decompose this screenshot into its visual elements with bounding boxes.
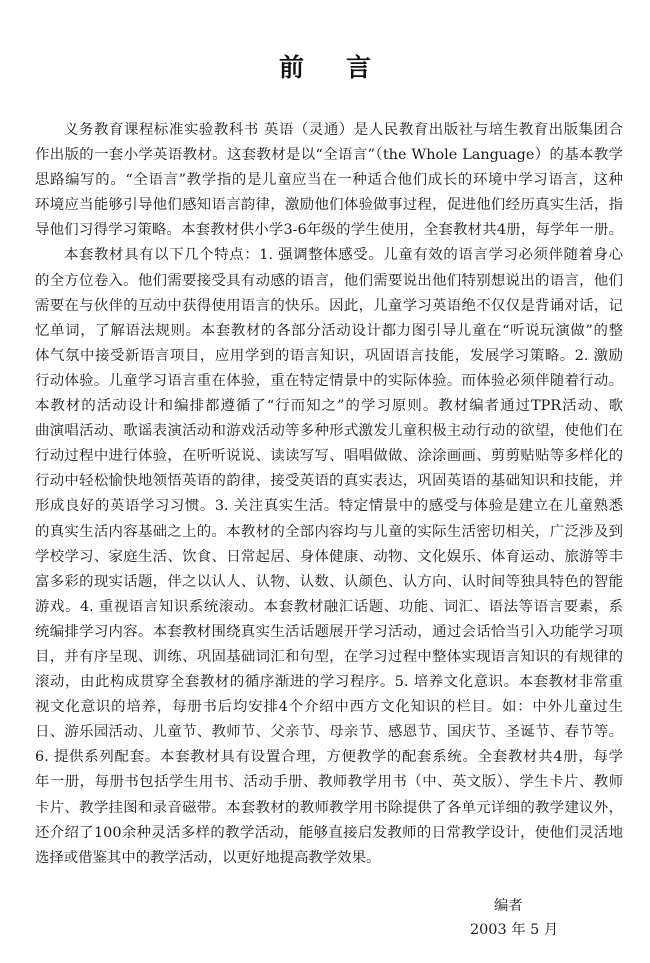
text-line: 行动过程中进行体验，在听听说说、读读写写、唱唱做做、涂涂画画、剪剪贴贴等多样化的 [35, 448, 623, 465]
preface-body [35, 118, 623, 871]
text-line: 年一册，每册书包括学生用书、活动手册、教师教学用书（中、英文版）、学生卡片、教师 [35, 774, 623, 791]
text-line: 体气氛中接受新语言项目，应用学到的语言知识，巩固语言技能，发展学习策略。2. 激励 [35, 347, 623, 364]
text-line: 视文化意识的培养，每册书后均安排4个介绍中西方文化知识的栏目。如：中外儿童过生 [35, 699, 623, 716]
text-line: 需要在与伙伴的互动中获得使用语言的快乐。因此，儿童学习英语绝不仅仅是背诵对话，记 [35, 297, 623, 314]
text-line: 行动中轻松愉快地领悟英语的韵律，接受英语的真实表达，巩固英语的基础知识和技能，并 [35, 473, 623, 490]
text-line: 形成良好的英语学习习惯。3. 关注真实生活。特定情景中的感受与体验是建立在儿童熟悉 [35, 498, 623, 515]
text-line: 的全方位卷入。他们需要接受具有动感的语言，他们需要说出他们特别想说出的语言，他们 [35, 272, 623, 289]
text-line: 作出版的一套小学英语教材。这套教材是以“全语言”（the Whole Language）的基本教学 [35, 147, 623, 164]
text-line: 导他们习得学习策略。本套教材供小学3-6年级的学生使用，全套教材共4册，每学年一册。 [35, 222, 623, 239]
text-line: 学校学习、家庭生活、饮食、日常起居、身体健康、动物、文化娱乐、体育运动、旅游等丰 [35, 548, 623, 565]
text-line: 滚动，由此构成贯穿全套教材的循序渐进的学习程序。5. 培养文化意识。本套教材非常重 [35, 674, 623, 691]
text-line: 本套教材具有以下几个特点：1. 强调整体感受。儿童有效的语言学习必须伴随着身心 [64, 247, 623, 264]
text-line: 统编排学习内容。本套教材围绕真实生活话题展开学习活动，通过会话恰当引入功能学习项 [35, 623, 623, 640]
page-title: 前言 [278, 53, 413, 82]
text-line: 还介绍了100余种灵活多样的教学活动，能够直接启发教师的日常教学设计，使他们灵活地 [35, 824, 623, 841]
text-line: 游戏。4. 重视语言知识系统滚动。本套教材融汇话题、功能、词汇、语法等语言要素，系 [35, 598, 623, 615]
author-label: 编者 [494, 898, 523, 914]
text-line: 选择或借鉴其中的教学活动，以更好地提高教学效果。 [35, 849, 381, 866]
text-line: 目，并有序呈现、训练、巩固基础词汇和句型，在学习过程中整体实现语言知识的有规律的 [35, 648, 623, 665]
text-line: 卡片、教学挂图和录音磁带。本套教材的教师教学用书除提供了各单元详细的教学建议外， [35, 799, 623, 816]
text-line: 忆单词，了解语法规则。本套教材的各部分活动设计都力图引导儿童在“听说玩演做”的整 [35, 322, 623, 339]
text-line: 6. 提供系列配套。本套教材具有设置合理，方便教学的配套系统。全套教材共4册，每学 [35, 749, 623, 766]
text-line: 日、游乐园活动、儿童节、教师节、父亲节、母亲节、感恩节、国庆节、圣诞节、春节等。 [35, 724, 623, 741]
date-label: 2003 年 5 月 [470, 922, 559, 938]
text-line: 环境应当能够引导他们感知语言韵律，激励他们体验做事过程，促进他们经历真实生活，指 [35, 197, 623, 214]
text-line: 义务教育课程标准实验教科书 英语（灵通）是人民教育出版社与培生教育出版集团合 [64, 122, 623, 138]
text-line: 行动体验。儿童学习语言重在体验，重在特定情景中的实际体验。而体验必须伴随着行动。 [35, 372, 623, 389]
text-line: 本教材的活动设计和编排都遵循了“行而知之”的学习原则。教材编者通过TPR活动、歌 [35, 398, 623, 415]
paragraph-1 [35, 118, 623, 243]
text-line: 富多彩的现实话题，伴之以认人、认物、认数、认颜色、认方向、认时间等独具特色的智能 [35, 573, 623, 590]
text-line: 曲演唱活动、歌谣表演活动和游戏活动等多种形式激发儿童积极主动行动的欲望，使他们在 [35, 423, 623, 440]
text-line: 的真实生活内容基础之上的。本教材的全部内容均与儿童的实际生活密切相关，广泛涉及到 [35, 523, 623, 540]
text-line: 思路编写的。“全语言”教学指的是儿童应当在一种适合他们成长的环境中学习语言，这种 [35, 172, 623, 189]
paragraph-2 [35, 243, 623, 870]
